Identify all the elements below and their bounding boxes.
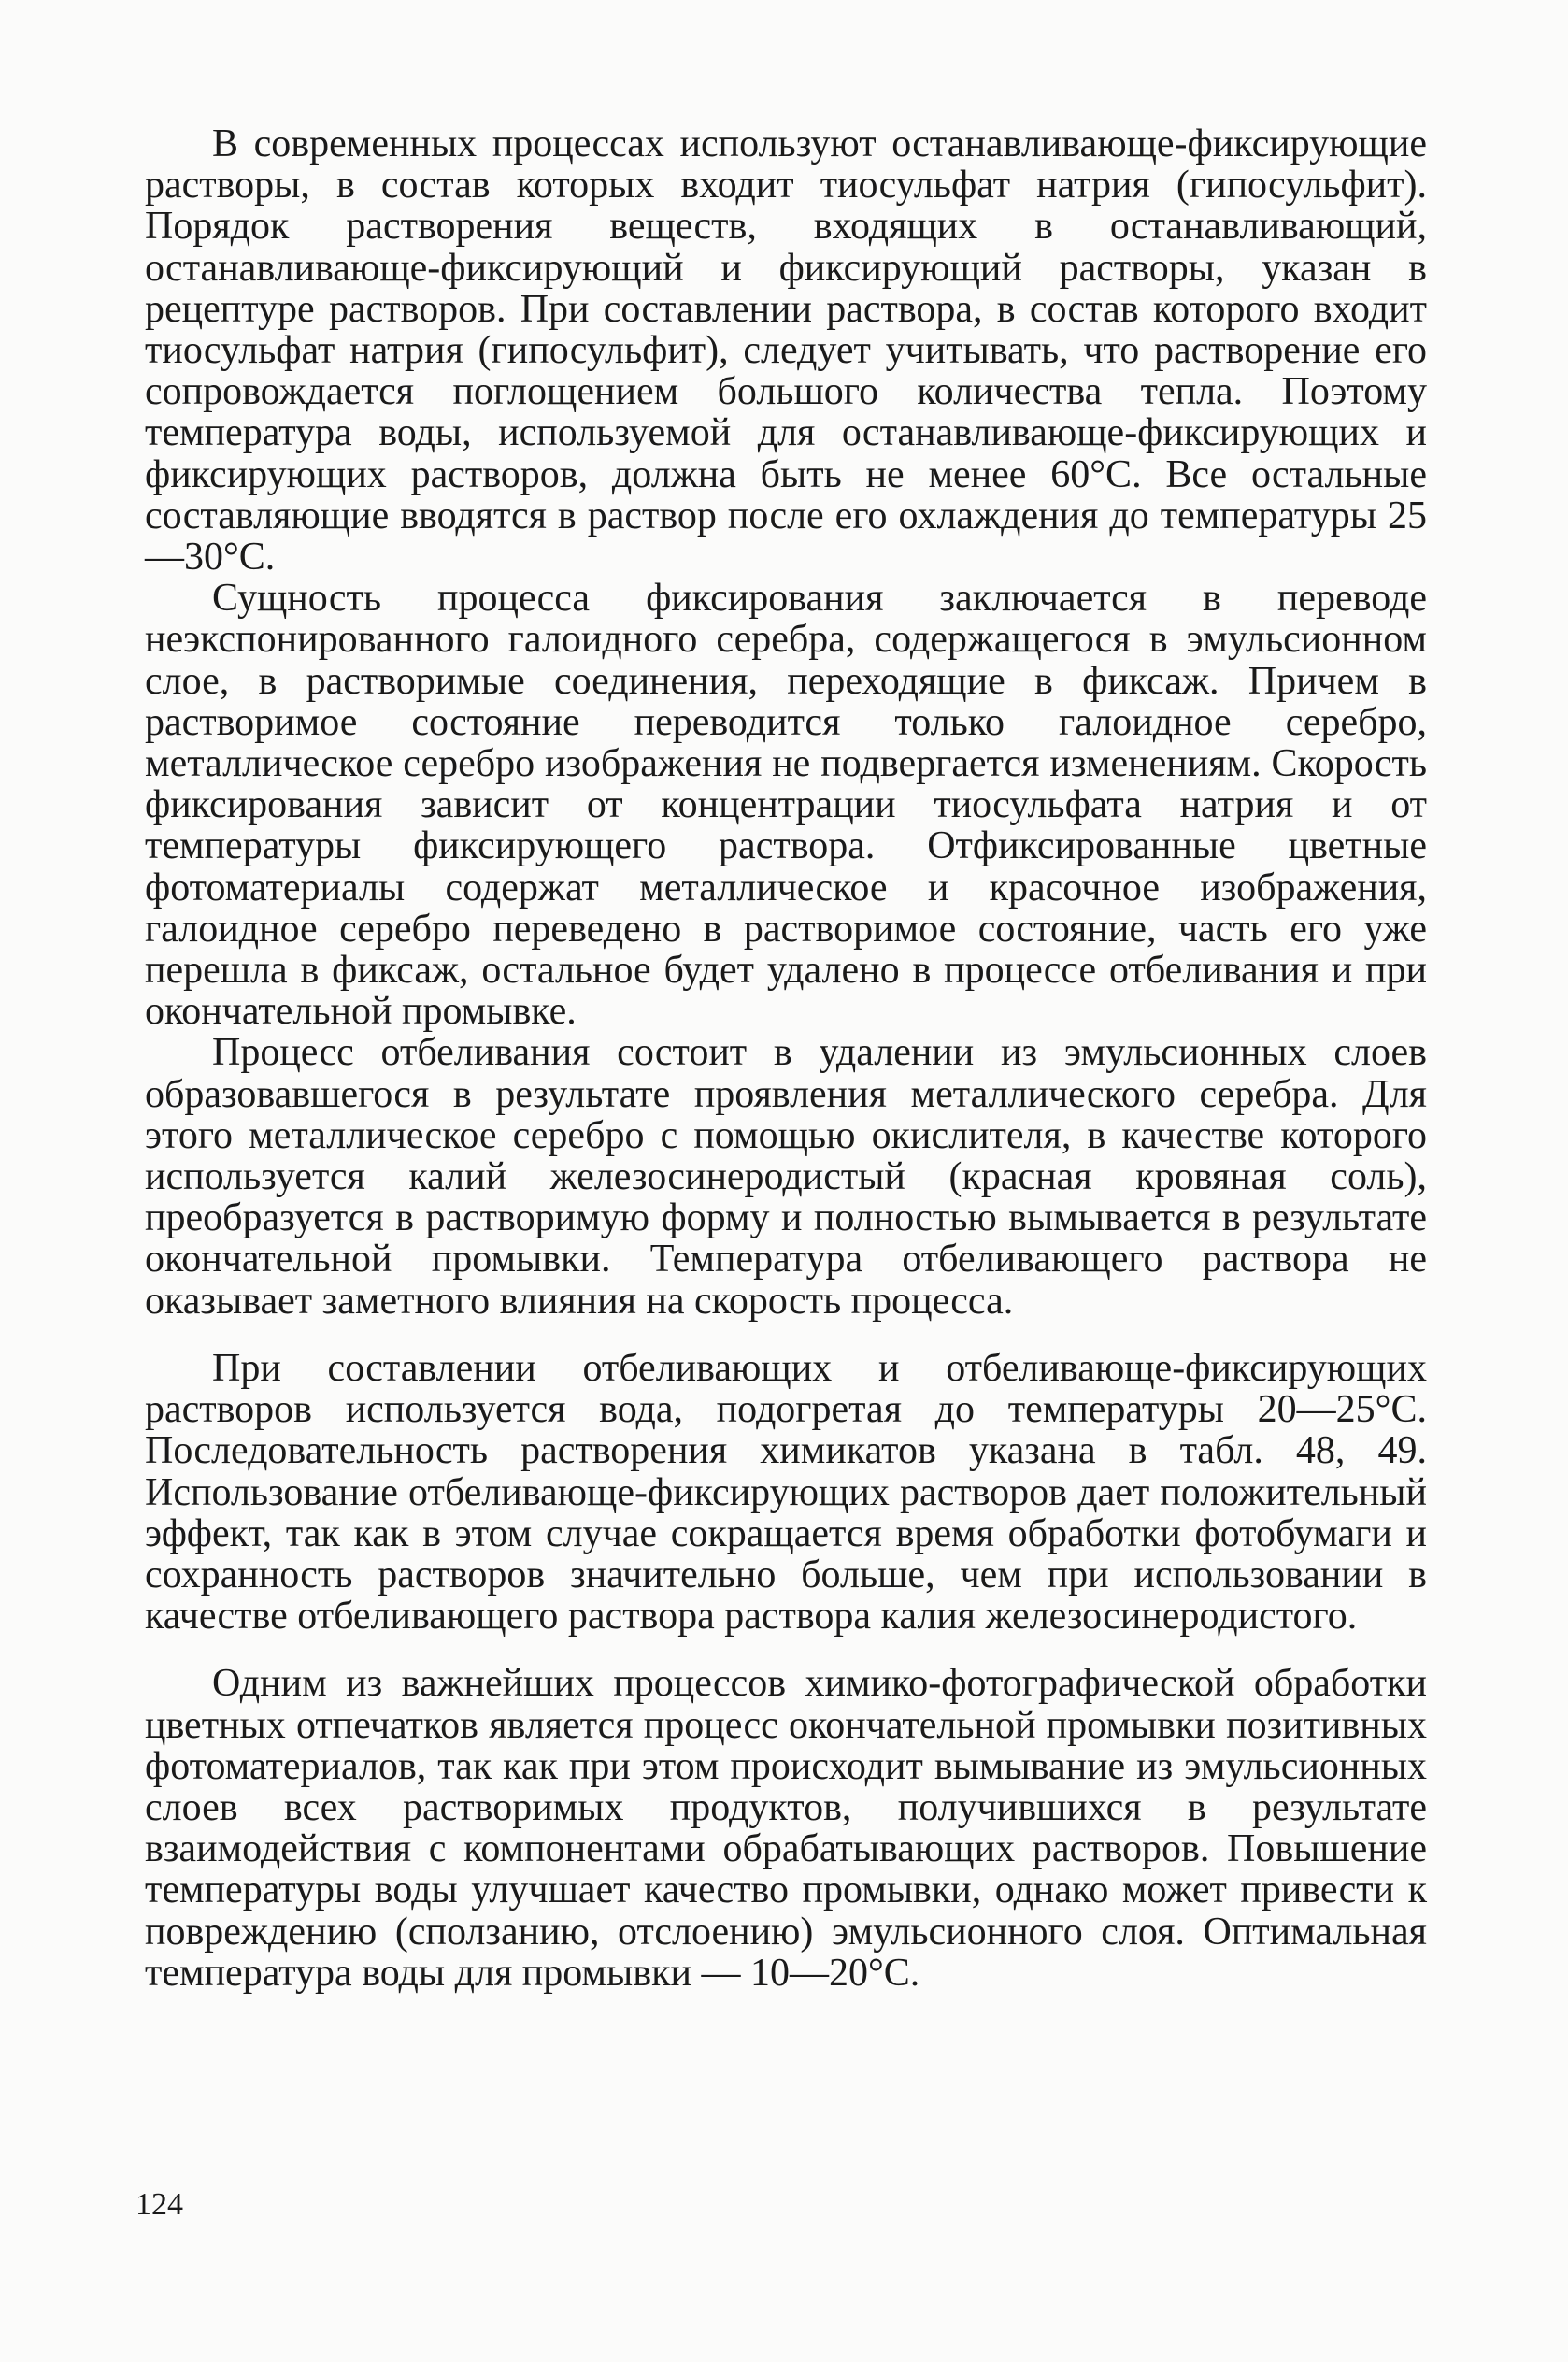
paragraph-fixing-process: Сущность процесса фиксирования заключается в переводе неэкспонированного галоидного серебра, содержащегося в эмульсионном слое, в растворимые соединения, переходящие в фиксаж. Причем в растворимое состояние переводится только галоидное серебро, металлическое серебро изображения не подвергается изменениям. Скорость фиксирования зависит от концентрации тиосульфата натрия и от температуры фиксирующего раствора. Отфиксированные цветные фотоматериалы содержат металлическое и красочное изображения, галоидное серебро переведено в растворимое состояние, часть его уже перешла в фиксаж, остальное будет удалено в процессе отбеливания и при окончательной промывке. — [145, 577, 1427, 1034]
paragraph-bleach-fix-solutions: При составлении отбеливающих и отбеливающе-фиксирующих растворов используется вода, подогретая до температуры 20—25°С. Последовательность растворения химикатов указана в табл. 48, 49. Использование отбеливающе-фиксирующих растворов дает положительный эффект, так как в этом случае сокращается время обработки фотобумаги и сохранность растворов значительно больше, чем при использовании в качестве отбеливающего раствора раствора калия железосинеродистого. — [145, 1346, 1427, 1639]
paragraph-stop-fix-solutions: В современных процессах используют останавливающе-фиксирующие растворы, в состав которых входит тиосульфат натрия (гипосульфит). Порядок растворения веществ, входящих в останавливающий, останавливающе-фиксирующий и фиксирующий растворы, указан в рецептуре растворов. При составлении раствора, в состав которого входит тиосульфат натрия (гипосульфит), следует учитывать, что растворение его сопровождается поглощением большого количества тепла. Поэтому температура воды, используемой для останавливающе-фиксирующих и фиксирующих растворов, должна быть не менее 60°С. Все остальные составляющие вводятся в раствор после его охлаждения до температуры 25—30°С. — [145, 122, 1427, 580]
paragraph-bleaching-process: Процесс отбеливания состоит в удалении из эмульсионных слоев образовавшегося в результате проявления металлического серебра. Для этого металлическое серебро с помощью окислителя, в качестве которого используется калий железосинеродистый (красная кровяная соль), преобразуется в растворимую форму и полностью вымывается в результате окончательной промывки. Температура отбеливающего раствора не оказывает заметного влияния на скорость процесса. — [145, 1031, 1427, 1323]
paragraph-final-washing: Одним из важнейших процессов химико-фотографической обработки цветных отпечатков является процесс окончательной промывки позитивных фотоматериалов, так как при этом происходит вымывание из эмульсионных слоев всех растворимых продуктов, получившихся в результате взаимодействия с компонентами обрабатывающих растворов. Повышение температуры воды улучшает качество промывки, однако может привести к повреждению (сползанию, отслоению) эмульсионного слоя. Оптимальная температура воды для промывки — 10—20°С. — [145, 1662, 1427, 1995]
page-number: 124 — [135, 2187, 183, 2222]
body-text — [145, 123, 1427, 1994]
